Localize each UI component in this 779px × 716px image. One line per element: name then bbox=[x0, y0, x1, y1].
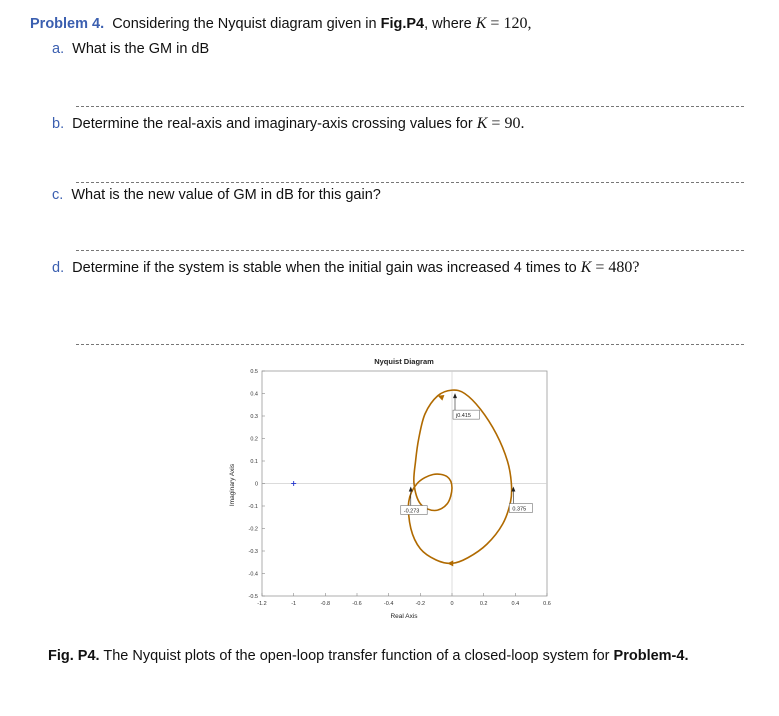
annotation-label: 0.375 bbox=[512, 506, 527, 513]
caption-ref: Problem-4. bbox=[613, 648, 689, 664]
caption-text: The Nyquist plots of the open-loop transfer function of a closed-loop system for bbox=[103, 648, 610, 664]
question-b-gain-value: = 90. bbox=[491, 115, 525, 132]
annotation-label: -0.273 bbox=[403, 508, 420, 515]
question-d-gain-symbol: K bbox=[580, 259, 592, 276]
question-a-text: What is the GM in dB bbox=[72, 41, 210, 57]
chart-title: Nyquist Diagram bbox=[374, 357, 434, 366]
problem-label: Problem 4. bbox=[30, 16, 105, 32]
x-tick-label: -0.6 bbox=[352, 601, 362, 607]
x-tick-label: -0.8 bbox=[320, 601, 331, 607]
x-tick-label: -1.2 bbox=[257, 601, 267, 607]
x-axis-label: Real Axis bbox=[390, 613, 418, 620]
y-tick-label: -0.2 bbox=[248, 526, 258, 533]
question-d-gain-value: = 480? bbox=[595, 259, 640, 276]
y-tick-label: 0.4 bbox=[250, 391, 258, 398]
x-tick-label: -0.2 bbox=[415, 601, 426, 607]
y-tick-label: 0.2 bbox=[250, 436, 258, 443]
caption-label: Fig. P4. bbox=[48, 648, 100, 664]
x-tick-label: 0.4 bbox=[511, 601, 520, 607]
y-tick-label: -0.1 bbox=[248, 504, 258, 510]
question-d-text: Determine if the system is stable when the initial gain was increased 4 times to bbox=[72, 260, 577, 276]
figure-caption bbox=[48, 648, 688, 664]
problem-intro: Considering the Nyquist diagram given in bbox=[112, 16, 377, 32]
figure-reference: Fig.P4 bbox=[380, 16, 425, 32]
y-tick-label: 0.5 bbox=[250, 369, 258, 375]
annotation-label: j0.415 bbox=[456, 413, 471, 420]
y-tick-label: -0.5 bbox=[248, 594, 258, 600]
gain-value: = 120, bbox=[490, 15, 532, 32]
question-b-text: Determine the real-axis and imaginary-axis crossing values for bbox=[72, 116, 473, 132]
question-c-text: What is the new value of GM in dB for this gain? bbox=[71, 187, 381, 203]
question-d-letter: d. bbox=[52, 260, 65, 276]
question-a-letter: a. bbox=[52, 41, 65, 57]
question-b-letter: b. bbox=[52, 116, 65, 132]
y-tick-label: -0.3 bbox=[248, 549, 258, 555]
x-tick-label: -1 bbox=[291, 601, 297, 607]
x-tick-label: -0.4 bbox=[383, 601, 394, 607]
x-tick-label: 0 bbox=[450, 601, 454, 607]
x-tick-label: 0.6 bbox=[543, 601, 551, 607]
question-b-gain-symbol: K bbox=[476, 115, 488, 132]
y-axis-label: Imaginary Axis bbox=[229, 463, 236, 507]
problem-where: , where bbox=[424, 16, 472, 32]
y-tick-label: -0.4 bbox=[248, 571, 258, 578]
question-c-letter: c. bbox=[52, 187, 64, 203]
y-tick-label: 0.3 bbox=[250, 414, 258, 420]
y-tick-label: 0.1 bbox=[250, 459, 258, 465]
x-tick-label: 0.2 bbox=[479, 601, 488, 607]
y-tick-label: 0 bbox=[254, 481, 258, 488]
gain-symbol: K bbox=[475, 15, 487, 32]
